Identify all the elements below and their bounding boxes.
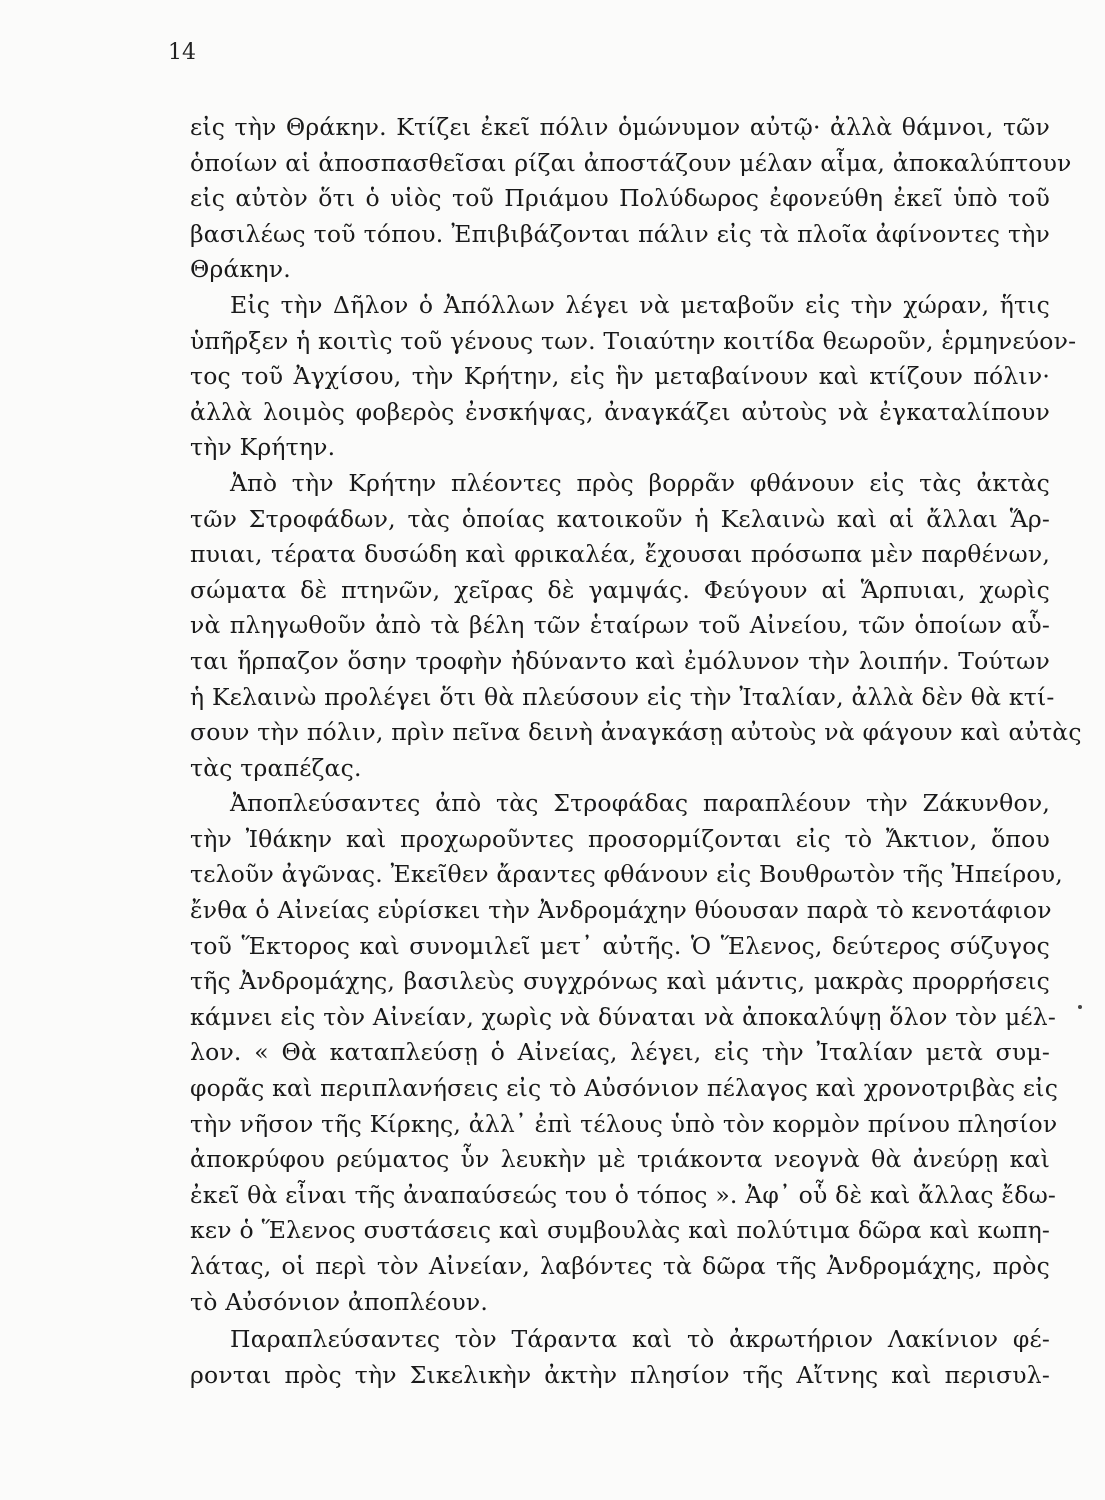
print-speck — [1078, 1005, 1082, 1009]
text-line: κεν ὁ Ἕλενος συστάσεις καὶ συμβουλὰς καὶ πολύτιμα δῶρα καὶ κωπη- — [190, 1216, 1050, 1245]
text-line: τος τοῦ Ἀγχίσου, τὴν Κρήτην, εἰς ἣν μεταβαίνουν καὶ κτίζουν πόλιν· — [190, 362, 1050, 391]
text-line: τὴν Κρήτην. — [190, 433, 336, 462]
text-line: Θράκην. — [190, 255, 291, 284]
text-line: εἰς αὐτὸν ὅτι ὁ υἱὸς τοῦ Πριάμου Πολύδωρος ἐφονεύθη ἐκεῖ ὑπὸ τοῦ — [190, 184, 1050, 213]
text-line: εἰς τὴν Θράκην. Κτίζει ἐκεῖ πόλιν ὁμώνυμον αὐτῷ· ἀλλὰ θάμνοι, τῶν — [190, 113, 1050, 141]
text-line: πυιαι, τέρατα δυσώδη καὶ φρικαλέα, ἔχουσαι πρόσωπα μὲν παρθένων, — [190, 540, 1050, 569]
text-line: ἀλλὰ λοιμὸς φοβερὸς ἐνσκήψας, ἀναγκάζει αὐτοὺς νὰ ἐγκαταλίπουν — [190, 397, 1050, 426]
text-line: τῶν Στροφάδων, τὰς ὁποίας κατοικοῦν ἡ Κελαινὼ καὶ αἱ ἄλλαι Ἅρ- — [190, 504, 1050, 533]
text-line: νὰ πληγωθοῦν ἀπὸ τὰ βέλη τῶν ἑταίρων τοῦ Αἰνείου, τῶν ὁποίων αὗ- — [190, 611, 1050, 640]
text-line: κάμνει εἰς τὸν Αἰνείαν, χωρὶς νὰ δύναται νὰ ἀποκαλύψῃ ὅλον τὸν μέλ- — [190, 1002, 1057, 1031]
text-line: σώματα δὲ πτηνῶν, χεῖρας δὲ γαμψάς. Φεύγουν αἱ Ἅρπυιαι, χωρὶς — [190, 575, 1050, 604]
text-line: ἐκεῖ θὰ εἶναι τῆς ἀναπαύσεώς του ὁ τόπος ». Ἀφ᾽ οὗ δὲ καὶ ἄλλας ἔδω- — [190, 1180, 1057, 1209]
text-line: Ἀποπλεύσαντες ἀπὸ τὰς Στροφάδας παραπλέουν τὴν Ζάκυνθον, — [230, 789, 1050, 818]
text-line: τὴν Ἰθάκην καὶ προχωροῦντες προσορμίζονται εἰς τὸ Ἄκτιον, ὅπου — [190, 824, 1050, 853]
text-line: τῆς Ἀνδρομάχης, βασιλεὺς συγχρόνως καὶ μάντις, μακρὰς προρρήσεις — [190, 967, 1050, 996]
text-line: Ἀπὸ τὴν Κρήτην πλέοντες πρὸς βορρᾶν φθάνουν εἰς τὰς ἀκτὰς — [230, 468, 1050, 497]
text-line: ἔνθα ὁ Αἰνείας εὑρίσκει τὴν Ἀνδρομάχην θύουσαν παρὰ τὸ κενοτάφιον — [190, 896, 1052, 925]
text-line: τὴν νῆσον τῆς Κίρκης, ἀλλ᾽ ἐπὶ τέλους ὑπὸ τὸν κορμὸν πρίνου πλησίον — [190, 1109, 1058, 1138]
text-line: ρονται πρὸς τὴν Σικελικὴν ἀκτὴν πλησίον τῆς Αἴτνης καὶ περισυλ- — [190, 1360, 1050, 1389]
text-line: ὑπῆρξεν ἡ κοιτὶς τοῦ γένους των. Τοιαύτην κοιτίδα θεωροῦν, ἑρμηνεύον- — [190, 326, 1077, 355]
page-number: 14 — [168, 40, 196, 65]
text-line: ὁποίων αἱ ἀποσπασθεῖσαι ρίζαι ἀποστάζουν μέλαν αἷμα, ἀποκαλύπτουν — [190, 148, 1072, 177]
text-line: Εἰς τὴν Δῆλον ὁ Ἀπόλλων λέγει νὰ μεταβοῦν εἰς τὴν χώραν, ἥτις — [230, 290, 1050, 319]
text-line: τὰς τραπέζας. — [190, 753, 362, 782]
text-line: λον. « Θὰ καταπλεύσῃ ὁ Αἰνείας, λέγει, εἰς τὴν Ἰταλίαν μετὰ συμ- — [190, 1038, 1050, 1067]
text-line: τοῦ Ἕκτορος καὶ συνομιλεῖ μετ᾽ αὐτῆς. Ὁ Ἕλενος, δεύτερος σύζυγος — [190, 931, 1050, 960]
text-line: τὸ Αὐσόνιον ἀποπλέουν. — [190, 1287, 489, 1316]
text-line: φορᾶς καὶ περιπλανήσεις εἰς τὸ Αὐσόνιον πέλαγος καὶ χρονοτριβὰς εἰς — [190, 1074, 1059, 1103]
text-line: σουν τὴν πόλιν, πρὶν πεῖνα δεινὴ ἀναγκάσῃ αὐτοὺς νὰ φάγουν καὶ αὐτὰς — [190, 718, 1082, 747]
text-line: ἀποκρύφου ρεύματος ὗν λευκὴν μὲ τριάκοντα νεογνὰ θὰ ἀνεύρῃ καὶ — [190, 1145, 1050, 1174]
text-line: λάτας, οἱ περὶ τὸν Αἰνείαν, λαβόντες τὰ δῶρα τῆς Ἀνδρομάχης, πρὸς — [190, 1252, 1050, 1280]
body-text — [190, 110, 1082, 1393]
text-line: Παραπλεύσαντες τὸν Τάραντα καὶ τὸ ἀκρωτήριον Λακίνιον φέ- — [230, 1325, 1050, 1354]
text-line: τελοῦν ἀγῶνας. Ἐκεῖθεν ἄραντες φθάνουν εἰς Βουθρωτὸν τῆς Ἠπείρου, — [190, 860, 1063, 889]
text-line: ἡ Κελαινὼ προλέγει ὅτι θὰ πλεύσουν εἰς τὴν Ἰταλίαν, ἀλλὰ δὲν θὰ κτί- — [190, 682, 1055, 711]
text-line: βασιλέως τοῦ τόπου. Ἐπιβιβάζονται πάλιν εἰς τὰ πλοῖα ἀφίνοντες τὴν — [190, 219, 1050, 248]
text-line: ται ἥρπαζον ὅσην τροφὴν ἠδύναντο καὶ ἐμόλυνον τὴν λοιπήν. Τούτων — [190, 646, 1050, 675]
